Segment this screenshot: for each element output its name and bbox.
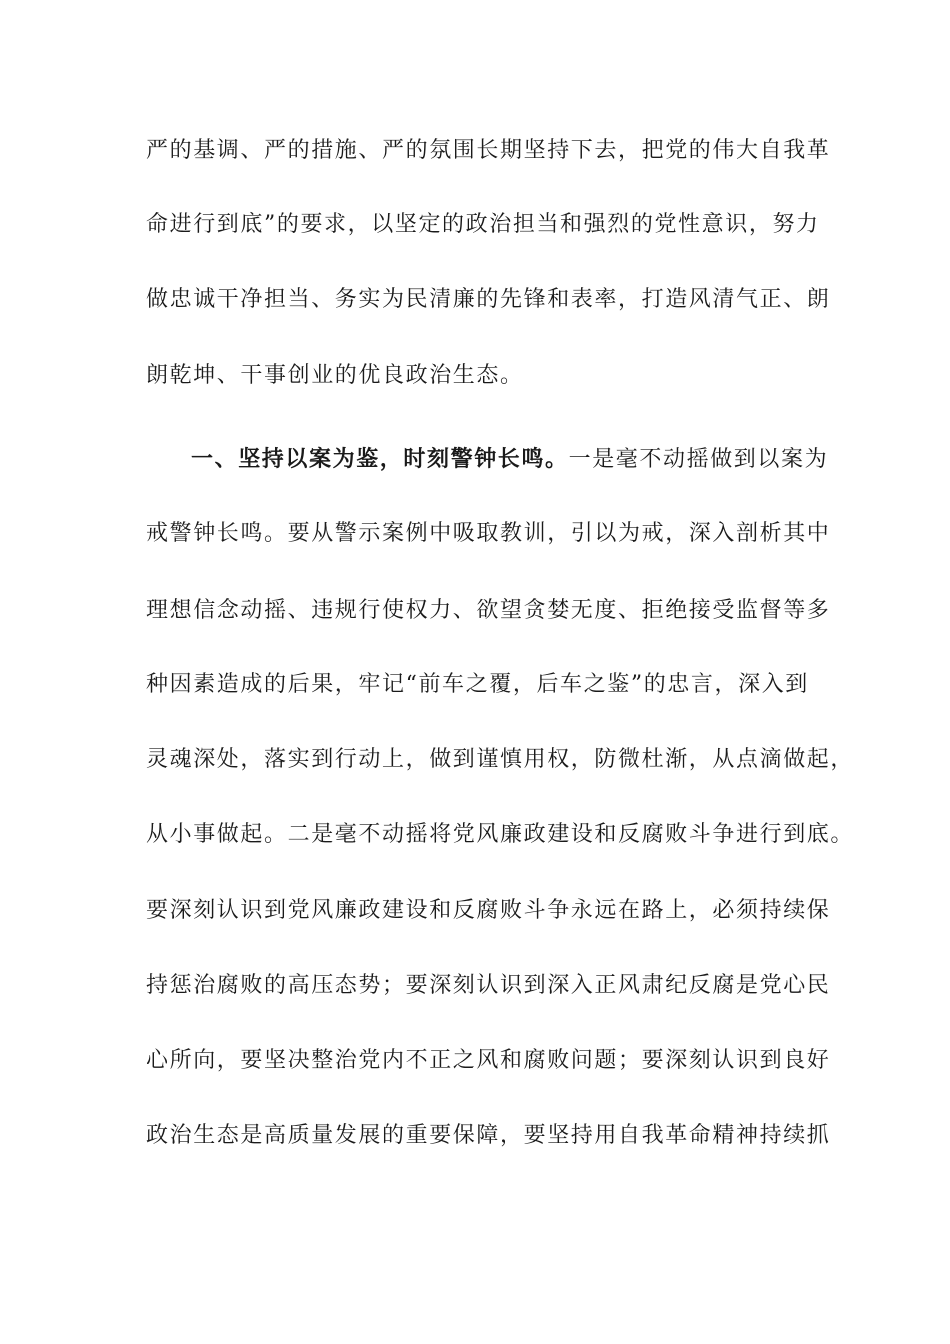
section-heading: 一、坚持以案为鉴，时刻警钟长鸣。	[191, 447, 569, 472]
text-line: 要深刻认识到党风廉政建设和反腐败斗争永远在路上，必须持续保	[146, 898, 831, 923]
section-text: 一是毫不动摇做到以案为	[568, 447, 829, 472]
text-line: 心所向，要坚决整治党内不正之风和腐败问题；要深刻认识到良好	[146, 1048, 831, 1073]
section-heading-line	[191, 445, 828, 475]
text-line: 灵魂深处，落实到行动上，做到谨慎用权，防微杜渐，从点滴做起，	[146, 747, 855, 772]
text-line: 从小事做起。二是毫不动摇将党风廉政建设和反腐败斗争进行到底。	[146, 822, 855, 847]
text-line: 朗乾坤、干事创业的优良政治生态。	[146, 363, 524, 388]
text-line: 严的基调、严的措施、严的氛围长期坚持下去，把党的伟大自我革	[146, 138, 831, 163]
text-line: 政治生态是高质量发展的重要保障，要坚持用自我革命精神持续抓	[146, 1123, 831, 1148]
text-line: 做忠诚干净担当、务实为民清廉的先锋和表率，打造风清气正、朗	[146, 287, 831, 312]
text-line: 持惩治腐败的高压态势；要深刻认识到深入正风肃纪反腐是党心民	[146, 973, 831, 998]
text-line: 种因素造成的后果，牢记“前车之覆，后车之鉴”的忠言，深入到	[146, 672, 809, 697]
text-line: 理想信念动摇、违规行使权力、欲望贪婪无度、拒绝接受监督等多	[146, 598, 831, 623]
text-line: 命进行到底”的要求，以坚定的政治担当和强烈的党性意识，努力	[146, 212, 820, 237]
text-line: 戒警钟长鸣。要从警示案例中吸取教训，引以为戒，深入剖析其中	[146, 521, 831, 546]
